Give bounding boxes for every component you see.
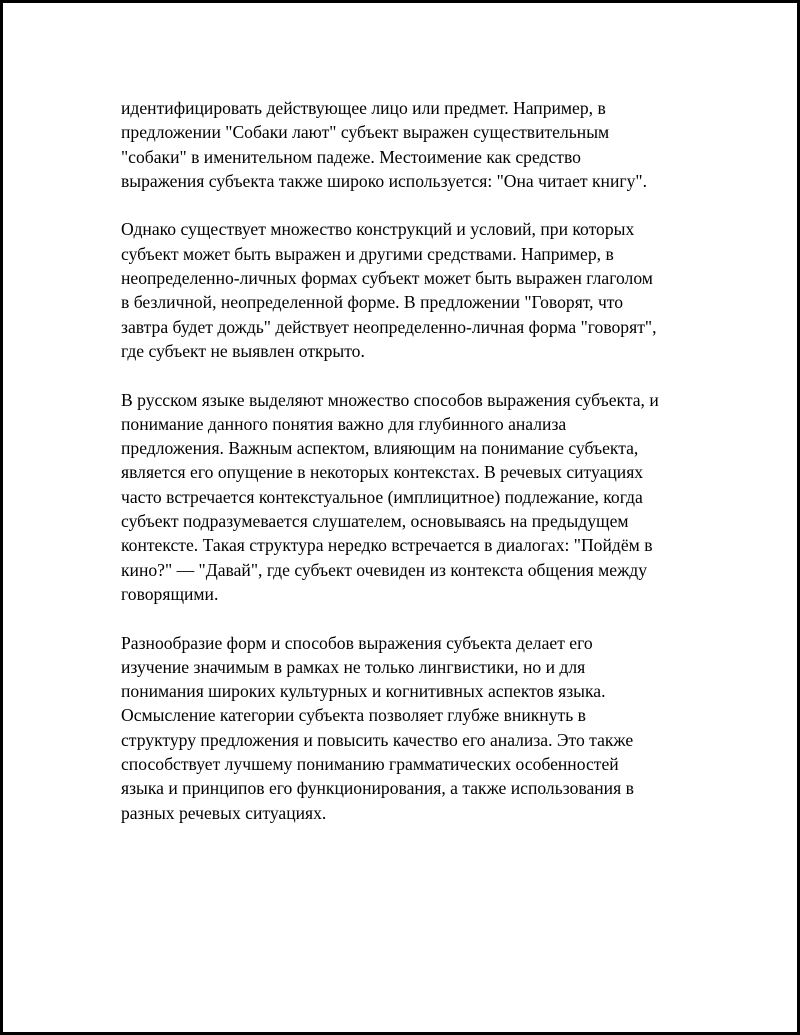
text-line: "собаки" в именительном падеже. Местоимение как средство (121, 146, 581, 167)
text-line: выражения субъекта также широко используется: "Она читает книгу". (121, 170, 647, 191)
text-line: Разнообразие форм и способов выражения субъекта делает его (121, 632, 593, 653)
text-line: субъект подразумевается слушателем, основываясь на предыдущем (121, 511, 629, 532)
document-body (121, 96, 696, 849)
text-line: в безличной, неопределенной форме. В предложении "Говорят, что (121, 292, 624, 313)
text-line: Однако существует множество конструкций и условий, при которых (121, 219, 635, 240)
text-line: контексте. Такая структура нередко встречается в диалогах: "Пойдём в (121, 535, 653, 556)
text-line: Осмысление категории субъекта позволяет глубже вникнуть в (121, 705, 586, 726)
text-line: говорящими. (121, 583, 219, 604)
text-line: где субъект не выявлен открыто. (121, 340, 365, 361)
text-line: понимания широких культурных и когнитивных аспектов языка. (121, 681, 606, 702)
text-line: языка и принципов его функционирования, а также использования в (121, 778, 634, 799)
text-line: неопределенно-личных формах субъект может быть выражен глаголом (121, 268, 653, 289)
paragraph-1 (121, 96, 696, 193)
text-line: предложения. Важным аспектом, влияющим на понимание субъекта, (121, 438, 639, 459)
text-line: идентифицировать действующее лицо или предмет. Например, в (121, 98, 606, 118)
paragraph-3 (121, 388, 696, 607)
text-line: способствует лучшему пониманию грамматических особенностей (121, 754, 619, 775)
text-line: является его опущение в некоторых контекстах. В речевых ситуациях (121, 462, 644, 483)
text-line: понимание данного понятия важно для глубинного анализа (121, 413, 567, 434)
text-line: структуру предложения и повысить качество его анализа. Это также (121, 729, 634, 750)
text-line: разных речевых ситуациях. (121, 802, 327, 823)
text-line: В русском языке выделяют множество способов выражения субъекта, и (121, 389, 659, 410)
paragraph-2 (121, 217, 696, 363)
text-line: субъект может быть выражен и другими средствами. Например, в (121, 243, 614, 264)
text-line: предложении "Собаки лают" субъект выражен существительным (121, 122, 610, 143)
text-line: кино?" — "Давай", где субъект очевиден из контекста общения между (121, 559, 648, 580)
text-line: завтра будет дождь" действует неопределенно-личная форма "говорят", (121, 316, 657, 337)
text-line: изучение значимым в рамках не только лингвистики, но и для (121, 656, 586, 677)
text-line: часто встречается контекстуальное (имплицитное) подлежание, когда (121, 486, 643, 507)
paragraph-4 (121, 631, 696, 825)
